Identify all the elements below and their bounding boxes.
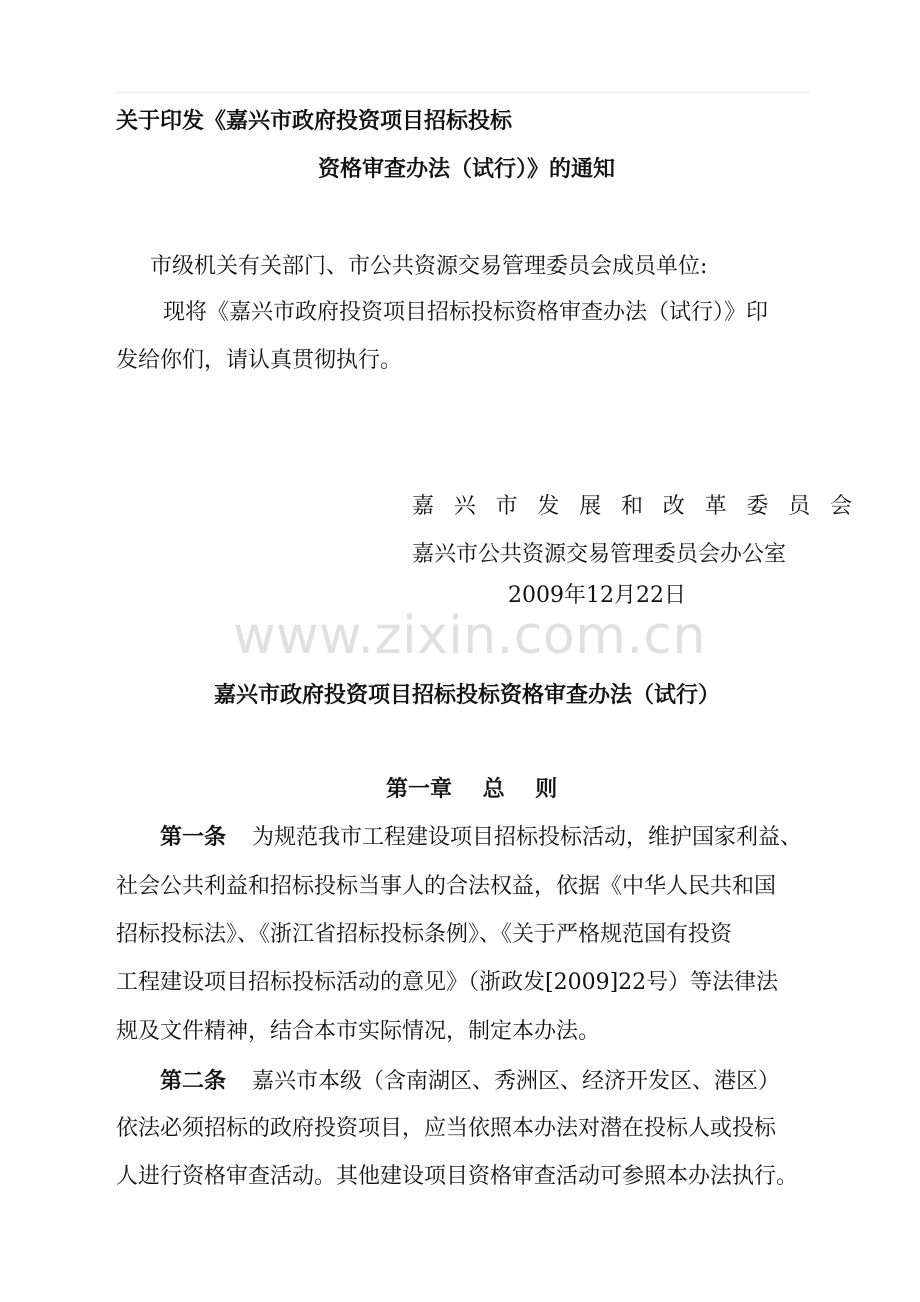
- article2-line3: 人进行资格审查活动。其他建设项目资格审查活动可参照本办法执行。: [116, 1164, 799, 1189]
- article1-line2: 社会公共利益和招标投标当事人的合法权益，依据《中华人民共和国: [116, 874, 777, 899]
- article1-line5: 规及文件精神，结合本市实际情况，制定本办法。: [116, 1019, 601, 1044]
- site-watermark: www.zixin.com.cn: [233, 606, 706, 666]
- article2-line1-text: 嘉兴市本级（含南湖区、秀洲区、经济开发区、港区）: [252, 1069, 781, 1094]
- article1-label: 第一条: [160, 824, 227, 850]
- signatory-resource-trading-office: 嘉兴市公共资源交易管理委员会办公室: [412, 542, 787, 567]
- notice-body-line1: 现将《嘉兴市政府投资项目招标投标资格审查办法（试行）》印: [163, 300, 769, 325]
- notice-title-line1: 关于印发《嘉兴市政府投资项目招标投标: [116, 108, 513, 134]
- article2-label: 第二条: [160, 1068, 227, 1094]
- article2-line2: 依法必须招标的政府投资项目，应当依照本办法对潜在投标人或投标: [116, 1116, 777, 1141]
- article1-first-line: [160, 826, 802, 849]
- page-top-rule: [115, 92, 810, 93]
- article1-line3: 招标投标法》、《浙江省招标投标条例》、《关于严格规范国有投资: [116, 922, 733, 947]
- chapter-heading: 第一章 总 则: [386, 776, 558, 802]
- document-title: 嘉兴市政府投资项目招标投标资格审查办法（试行）: [214, 682, 721, 708]
- notice-body-line2: 发给你们，请认真贯彻执行。: [116, 348, 403, 373]
- signatory-development-reform-commission: 嘉兴市发展和改革委员会: [412, 494, 872, 519]
- article1-line1-text: 为规范我市工程建设项目招标投标活动，维护国家利益、: [252, 825, 803, 850]
- article2-first-line: [160, 1070, 780, 1093]
- notice-date: 2009年12月22日: [508, 583, 686, 608]
- notice-title-line2: 资格审查办法（试行）》的通知: [318, 156, 616, 182]
- notice-recipients: 市级机关有关部门、市公共资源交易管理委员会成员单位:: [150, 254, 708, 279]
- article1-line4: 工程建设项目招标投标活动的意见》（浙政发[2009]22号）等法律法: [116, 970, 779, 995]
